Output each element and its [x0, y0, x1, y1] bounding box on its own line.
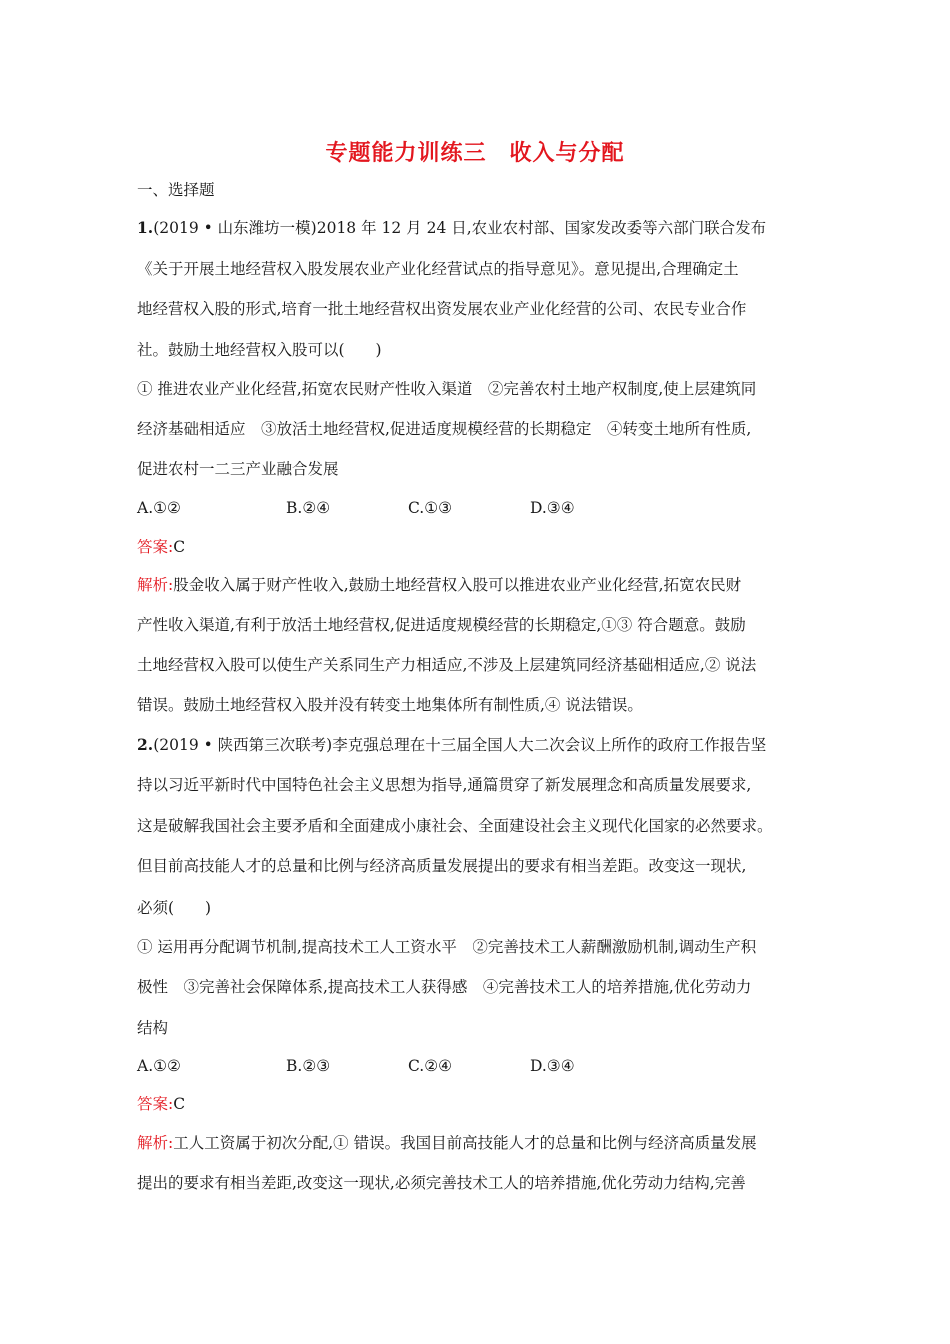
answer-label: 答案: [137, 1095, 174, 1113]
analysis-text: 股金收入属于财产性收入,鼓励土地经营权入股可以推进农业产业化经营,拓宽农民财 [173, 576, 742, 594]
question-2-analysis-line-1 [137, 1133, 757, 1153]
analysis-label: 解析: [137, 576, 174, 594]
question-1-stem-line-1 [137, 218, 766, 238]
question-2-stem-line-1 [137, 735, 766, 755]
question-2-statement-line-3: 结构 [137, 1019, 169, 1037]
stem-text: (2019 • 陕西第三次联考)李克强总理在十三届全国人大二次会议上所作的政府工作报告坚 [153, 736, 767, 754]
page-title: 专题能力训练三 收入与分配 [325, 140, 625, 166]
question-1-analysis-line-1 [137, 575, 741, 595]
question-number: 1. [137, 218, 154, 237]
stem-text: (2019 • 山东潍坊一模)2018 年 12 月 24 日,农业农村部、国家发改委等六部门联合发布 [153, 219, 767, 237]
question-2-analysis-line-2: 提出的要求有相当差距,改变这一现状,必须完善技术工人的培养措施,优化劳动力结构,完善 [137, 1174, 746, 1192]
question-1-stem-line-3: 地经营权入股的形式,培育一批土地经营权出资发展农业产业化经营的公司、农民专业合作 [137, 300, 747, 318]
question-1-stem-line-2: 《关于开展土地经营权入股发展农业产业化经营试点的指导意见》。意见提出,合理确定土 [137, 260, 739, 278]
question-2-option-d: D.③④ [530, 1057, 575, 1075]
question-2-option-b: B.②③ [286, 1057, 331, 1075]
answer-value: C [173, 538, 186, 556]
question-1-answer [137, 537, 185, 557]
answer-value: C [173, 1095, 186, 1113]
question-1-stem-line-4: 社。鼓励土地经营权入股可以( ) [137, 341, 382, 359]
question-2-answer [137, 1094, 185, 1114]
question-2-statement-line-2: 极性 ③完善社会保障体系,提高技术工人获得感 ④完善技术工人的培养措施,优化劳动力 [137, 978, 752, 996]
question-2-stem-line-3: 这是破解我国社会主要矛盾和全面建成小康社会、全面建设社会主义现代化国家的必然要求。 [137, 817, 773, 835]
analysis-text: 工人工资属于初次分配,① 错误。我国目前高技能人才的总量和比例与经济高质量发展 [173, 1134, 757, 1152]
question-2-stem-line-5: 必须( ) [137, 899, 212, 917]
question-1-analysis-line-4: 错误。鼓励土地经营权入股并没有转变土地集体所有制性质,④ 说法错误。 [137, 696, 643, 714]
answer-label: 答案: [137, 538, 174, 556]
question-1-statement-line-1: ① 推进农业产业化经营,拓宽农民财产性收入渠道 ②完善农村土地产权制度,使上层建筑同 [137, 380, 757, 398]
analysis-label: 解析: [137, 1134, 174, 1152]
question-2-stem-line-2: 持以习近平新时代中国特色社会主义思想为指导,通篇贯穿了新发展理念和高质量发展要求, [137, 776, 752, 794]
question-2-option-c: C.②④ [408, 1057, 453, 1075]
question-1-option-c: C.①③ [408, 499, 453, 517]
question-1-option-b: B.②④ [286, 499, 331, 517]
question-1-statement-line-2: 经济基础相适应 ③放活土地经营权,促进适度规模经营的长期稳定 ④转变土地所有性质, [137, 420, 752, 438]
question-2-option-a: A.①② [137, 1057, 181, 1075]
question-number: 2. [137, 735, 154, 754]
question-2-stem-line-4: 但目前高技能人才的总量和比例与经济高质量发展提出的要求有相当差距。改变这一现状, [137, 857, 747, 875]
question-1-option-d: D.③④ [530, 499, 575, 517]
question-2-statement-line-1: ① 运用再分配调节机制,提高技术工人工资水平 ②完善技术工人薪酬激励机制,调动生产积 [137, 938, 757, 956]
question-1-statement-line-3: 促进农村一二三产业融合发展 [137, 460, 339, 478]
question-1-analysis-line-3: 土地经营权入股可以使生产关系同生产力相适应,不涉及上层建筑同经济基础相适应,② 说法 [137, 656, 757, 674]
question-1-option-a: A.①② [137, 499, 181, 517]
question-1-analysis-line-2: 产性收入渠道,有利于放活土地经营权,促进适度规模经营的长期稳定,①③ 符合题意。鼓励 [137, 616, 746, 634]
section-heading: 一、选择题 [137, 181, 215, 199]
